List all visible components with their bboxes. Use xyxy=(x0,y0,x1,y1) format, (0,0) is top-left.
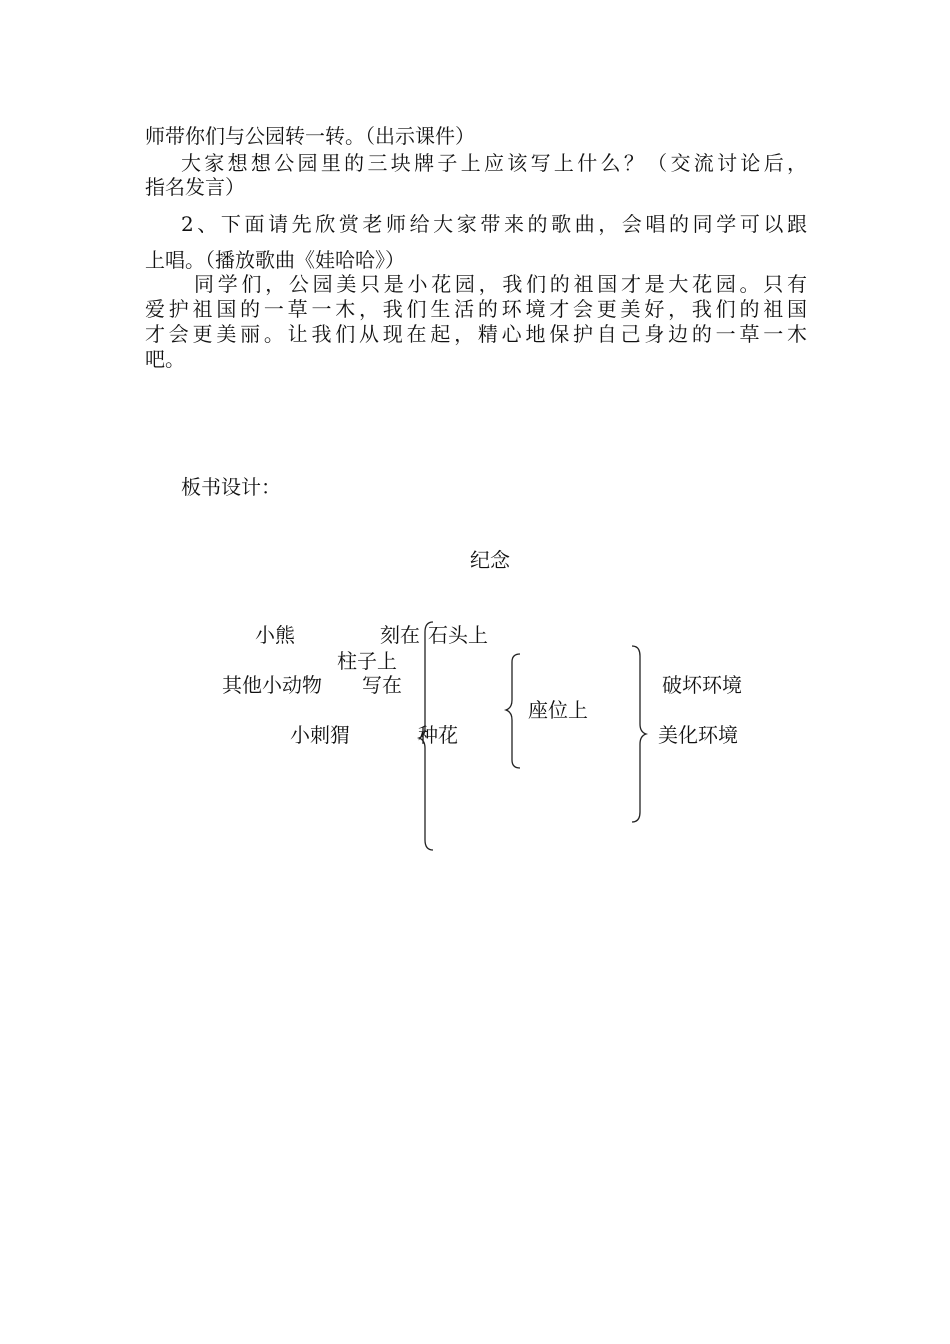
board-verb-carve: 刻在 xyxy=(380,623,420,647)
board-result-damage: 破坏环境 xyxy=(662,673,742,697)
board-item-other-animals: 其他小动物 xyxy=(222,673,322,697)
board-item-hedgehog: 小刺猬 xyxy=(290,723,350,747)
board-title: 纪念 xyxy=(470,548,510,572)
board-design-heading: 板书设计： xyxy=(181,475,281,499)
paragraph-3-line-2: 上唱。（播放歌曲《娃哈哈》） xyxy=(145,248,405,272)
paragraph-4-line-4: 吧。 xyxy=(145,347,185,371)
paragraph-1-line-1: 师带你们与公园转一转。（出示课件） xyxy=(145,124,475,148)
middle-brace xyxy=(506,654,520,768)
paragraph-2-line-2: 指名发言） xyxy=(145,175,245,199)
board-verb-plant: 种花 xyxy=(418,723,458,747)
board-place-pillar: 柱子上 xyxy=(337,649,397,673)
paragraph-3-line-1: 2、下面请先欣赏老师给大家带来的歌曲，会唱的同学可以跟 xyxy=(181,212,807,236)
left-brace xyxy=(419,622,433,850)
board-result-beautify: 美化环境 xyxy=(658,723,738,747)
paragraph-4-line-2: 爱护祖国的一草一木，我们生活的环境才会更美好，我们的祖国 xyxy=(145,297,807,321)
paragraph-2-line-1: 大家想想公园里的三块牌子上应该写上什么？（交流讨论后， xyxy=(181,151,807,175)
right-brace xyxy=(632,646,646,822)
board-place-seat: 座位上 xyxy=(528,698,588,722)
paragraph-4-line-1: 同学们，公园美只是小花园，我们的祖国才是大花园。只有 xyxy=(194,272,807,296)
board-verb-write: 写在 xyxy=(362,673,402,697)
board-place-stone: 石头上 xyxy=(428,623,488,647)
board-item-little-bear: 小熊 xyxy=(255,623,295,647)
paragraph-4-line-3: 才会更美丽。让我们从现在起，精心地保护自己身边的一草一木 xyxy=(145,322,807,346)
